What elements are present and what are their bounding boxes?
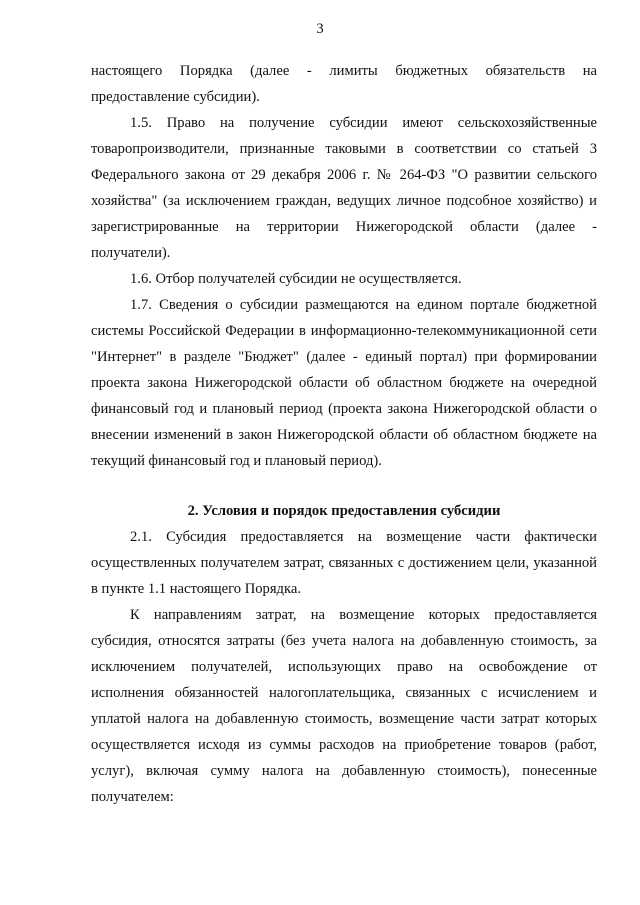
paragraph-continuation: настоящего Порядка (далее - лимиты бюджетных обязательств на предоставление субсидии).: [91, 63, 597, 105]
paragraph-1-6: 1.6. Отбор получателей субсидии не осуществляется.: [130, 271, 462, 287]
section-heading: 2. Условия и порядок предоставления субсидии: [187, 503, 501, 519]
paragraph-1-7: 1.7. Сведения о субсидии размещаются на едином портале бюджетной системы Российской Федерации в информационно-телекоммуникационной сети "Интернет" в разделе "Бюджет" (далее - единый портал) при формировании проекта закона Нижегородской области об областном бюджете на очередной финансовый год и плановый период (проекта закона Нижегородской области о внесении изменений в закон Нижегородской области об областном бюджете на текущий финансовый год и плановый период).: [91, 297, 597, 469]
paragraph-1-5: 1.5. Право на получение субсидии имеют сельскохозяйственные товаропроизводители, признанные таковыми в соответствии со статьей 3 Федерального закона от 29 декабря 2006 г. № 264-ФЗ "О развитии сельского хозяйства" (за исключением граждан, ведущих личное подсобное хозяйство) и зарегистрированные на территории Нижегородской области (далее - получатели).: [91, 115, 597, 261]
section-spacer: [91, 474, 597, 498]
document-body: [91, 58, 597, 810]
page-number: 3: [316, 21, 324, 37]
paragraph-cost-directions: К направлениям затрат, на возмещение которых предоставляется субсидия, относятся затраты (без учета налога на добавленную стоимость, за исключением получателей, использующих право на освобождение от исполнения обязанностей налогоплательщика, связанных с исчислением и уплатой налога на добавленную стоимость, возмещение части затрат которых осуществляется исходя из суммы расходов на приобретение товаров (работ, услуг), включая сумму налога на добавленную стоимость), понесенные получателем:: [91, 607, 597, 805]
paragraph-2-1: 2.1. Субсидия предоставляется на возмещение части фактически осуществленных получателем затрат, связанных с достижением цели, указанной в пункте 1.1 настоящего Порядка.: [91, 529, 597, 597]
